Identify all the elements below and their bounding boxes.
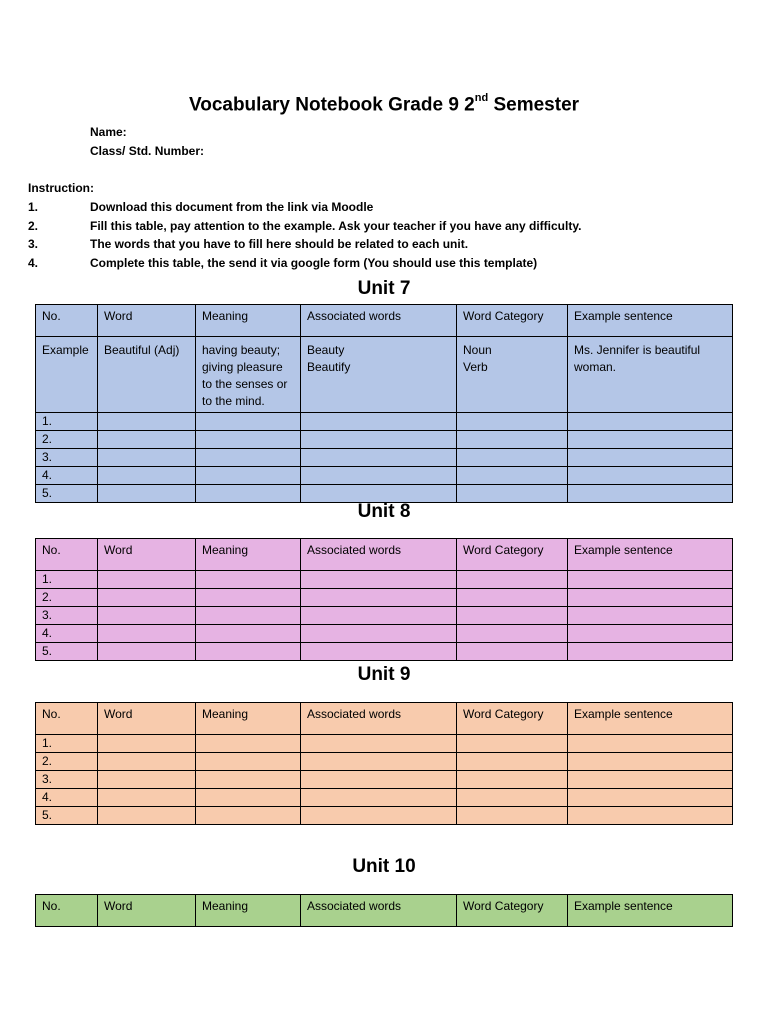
header-cell: Word xyxy=(98,305,196,337)
unit-9-table xyxy=(35,702,733,825)
empty-cell[interactable] xyxy=(196,753,301,771)
word-category: Verb xyxy=(463,360,488,374)
empty-cell[interactable] xyxy=(568,753,733,771)
row-number: 1. xyxy=(36,413,98,431)
table-header-row xyxy=(36,703,733,735)
header-cell: No. xyxy=(36,305,98,337)
word-category: Noun xyxy=(463,343,492,357)
header-cell: Associated words xyxy=(301,895,457,927)
table-row xyxy=(36,485,733,503)
empty-cell[interactable] xyxy=(568,625,733,643)
header-cell: Word xyxy=(98,895,196,927)
table-row xyxy=(36,643,733,661)
empty-cell[interactable] xyxy=(196,607,301,625)
table-header-row xyxy=(36,539,733,571)
example-sentence: Ms. Jennifer is beautiful woman. xyxy=(568,337,733,413)
row-number: 2. xyxy=(36,753,98,771)
header-cell: Meaning xyxy=(196,305,301,337)
instruction-number: 2. xyxy=(28,219,39,233)
empty-cell[interactable] xyxy=(457,771,568,789)
header-cell: Example sentence xyxy=(568,703,733,735)
unit-8-table xyxy=(35,538,733,661)
empty-cell[interactable] xyxy=(457,625,568,643)
row-number: 5. xyxy=(36,807,98,825)
empty-cell[interactable] xyxy=(98,467,196,485)
empty-cell[interactable] xyxy=(98,625,196,643)
empty-cell[interactable] xyxy=(457,449,568,467)
row-number: 1. xyxy=(36,571,98,589)
empty-cell[interactable] xyxy=(98,413,196,431)
example-associated xyxy=(301,337,457,413)
empty-cell[interactable] xyxy=(301,771,457,789)
empty-cell[interactable] xyxy=(568,467,733,485)
empty-cell[interactable] xyxy=(98,485,196,503)
empty-cell[interactable] xyxy=(98,807,196,825)
empty-cell[interactable] xyxy=(568,771,733,789)
header-cell: No. xyxy=(36,539,98,571)
empty-cell[interactable] xyxy=(98,735,196,753)
header-cell: Word xyxy=(98,539,196,571)
row-number: 3. xyxy=(36,449,98,467)
unit-10-table xyxy=(35,894,733,927)
empty-cell[interactable] xyxy=(301,753,457,771)
class-label: Class/ Std. Number: xyxy=(90,144,205,158)
empty-cell[interactable] xyxy=(457,431,568,449)
header-cell: Associated words xyxy=(301,703,457,735)
title-main: Vocabulary Notebook Grade 9 2 xyxy=(188,94,475,116)
row-number: 5. xyxy=(36,643,98,661)
empty-cell[interactable] xyxy=(98,431,196,449)
empty-cell[interactable] xyxy=(98,643,196,661)
table-row xyxy=(36,571,733,589)
empty-cell[interactable] xyxy=(568,643,733,661)
empty-cell[interactable] xyxy=(301,485,457,503)
associated-word: Beautify xyxy=(307,360,351,374)
header-cell: Associated words xyxy=(301,305,457,337)
empty-cell[interactable] xyxy=(568,607,733,625)
row-number: 4. xyxy=(36,789,98,807)
instruction-text: Fill this table, pay attention to the example. Ask your teacher if you have any difficulty. xyxy=(90,219,582,233)
empty-cell[interactable] xyxy=(568,449,733,467)
header-cell: Example sentence xyxy=(568,895,733,927)
instruction-text: The words that you have to fill here should be related to each unit. xyxy=(90,237,469,251)
row-number: 4. xyxy=(36,467,98,485)
empty-cell[interactable] xyxy=(301,625,457,643)
row-number: 1. xyxy=(36,735,98,753)
name-label: Name: xyxy=(90,125,127,139)
table-row xyxy=(36,771,733,789)
empty-cell[interactable] xyxy=(98,771,196,789)
table-row xyxy=(36,589,733,607)
empty-cell[interactable] xyxy=(568,431,733,449)
empty-cell[interactable] xyxy=(457,413,568,431)
header-cell: Meaning xyxy=(196,703,301,735)
empty-cell[interactable] xyxy=(301,807,457,825)
instruction-item xyxy=(28,237,748,251)
instruction-text: Complete this table, the send it via google form (You should use this template) xyxy=(90,256,538,270)
empty-cell[interactable] xyxy=(196,789,301,807)
empty-cell[interactable] xyxy=(196,771,301,789)
empty-cell[interactable] xyxy=(98,789,196,807)
table-row xyxy=(36,753,733,771)
empty-cell[interactable] xyxy=(301,413,457,431)
empty-cell[interactable] xyxy=(457,485,568,503)
header-cell: Meaning xyxy=(196,895,301,927)
example-word: Beautiful (Adj) xyxy=(98,337,196,413)
table-row xyxy=(36,467,733,485)
empty-cell[interactable] xyxy=(98,607,196,625)
empty-cell[interactable] xyxy=(98,571,196,589)
row-number: 2. xyxy=(36,589,98,607)
title-end: Semester xyxy=(488,94,580,116)
header-cell: No. xyxy=(36,703,98,735)
example-row xyxy=(36,337,733,413)
empty-cell[interactable] xyxy=(457,789,568,807)
instruction-item xyxy=(28,219,748,233)
example-label: Example xyxy=(36,337,98,413)
header-cell: Word Category xyxy=(457,305,568,337)
empty-cell[interactable] xyxy=(98,589,196,607)
instruction-label: Instruction: xyxy=(28,181,94,195)
instruction-number: 1. xyxy=(28,200,39,214)
empty-cell[interactable] xyxy=(568,571,733,589)
unit-heading: Unit 7 xyxy=(357,278,411,299)
example-category xyxy=(457,337,568,413)
empty-cell[interactable] xyxy=(568,735,733,753)
empty-cell[interactable] xyxy=(568,589,733,607)
empty-cell[interactable] xyxy=(196,735,301,753)
empty-cell[interactable] xyxy=(301,449,457,467)
header-cell: Meaning xyxy=(196,539,301,571)
empty-cell[interactable] xyxy=(568,485,733,503)
empty-cell[interactable] xyxy=(196,449,301,467)
empty-cell[interactable] xyxy=(196,589,301,607)
example-meaning: having beauty; giving pleasure to the senses or to the mind. xyxy=(196,337,301,413)
empty-cell[interactable] xyxy=(457,753,568,771)
header-cell: No. xyxy=(36,895,98,927)
empty-cell[interactable] xyxy=(301,467,457,485)
unit-heading: Unit 8 xyxy=(357,501,411,522)
row-number: 5. xyxy=(36,485,98,503)
table-header-row xyxy=(36,305,733,337)
empty-cell[interactable] xyxy=(196,431,301,449)
empty-cell[interactable] xyxy=(196,571,301,589)
empty-cell[interactable] xyxy=(457,735,568,753)
empty-cell[interactable] xyxy=(301,431,457,449)
empty-cell[interactable] xyxy=(457,643,568,661)
empty-cell[interactable] xyxy=(98,449,196,467)
empty-cell[interactable] xyxy=(568,789,733,807)
header-cell: Example sentence xyxy=(568,539,733,571)
empty-cell[interactable] xyxy=(301,589,457,607)
empty-cell[interactable] xyxy=(457,589,568,607)
empty-cell[interactable] xyxy=(568,807,733,825)
empty-cell[interactable] xyxy=(196,413,301,431)
instruction-number: 3. xyxy=(28,237,39,251)
unit-heading: Unit 9 xyxy=(357,664,411,685)
empty-cell[interactable] xyxy=(196,807,301,825)
table-row xyxy=(36,607,733,625)
table-row xyxy=(36,789,733,807)
row-number: 3. xyxy=(36,771,98,789)
table-row xyxy=(36,807,733,825)
row-number: 3. xyxy=(36,607,98,625)
document-title xyxy=(0,94,768,116)
title-superscript: nd xyxy=(474,92,489,104)
empty-cell[interactable] xyxy=(196,643,301,661)
table-row xyxy=(36,431,733,449)
header-cell: Word Category xyxy=(457,539,568,571)
table-row xyxy=(36,735,733,753)
header-cell: Word Category xyxy=(457,703,568,735)
instruction-number: 4. xyxy=(28,256,39,270)
associated-word: Beauty xyxy=(307,343,345,357)
instruction-text: Download this document from the link via Moodle xyxy=(90,200,374,214)
table-header-row xyxy=(36,895,733,927)
table-row xyxy=(36,413,733,431)
table-row xyxy=(36,625,733,643)
empty-cell[interactable] xyxy=(196,485,301,503)
empty-cell[interactable] xyxy=(301,571,457,589)
empty-cell[interactable] xyxy=(457,571,568,589)
header-cell: Example sentence xyxy=(568,305,733,337)
row-number: 2. xyxy=(36,431,98,449)
unit-heading: Unit 10 xyxy=(352,856,416,877)
empty-cell[interactable] xyxy=(457,467,568,485)
empty-cell[interactable] xyxy=(301,735,457,753)
header-cell: Word xyxy=(98,703,196,735)
empty-cell[interactable] xyxy=(457,807,568,825)
empty-cell[interactable] xyxy=(568,413,733,431)
empty-cell[interactable] xyxy=(196,625,301,643)
unit-7-table xyxy=(35,304,733,503)
empty-cell[interactable] xyxy=(98,753,196,771)
empty-cell[interactable] xyxy=(457,607,568,625)
header-cell: Associated words xyxy=(301,539,457,571)
table-row xyxy=(36,449,733,467)
empty-cell[interactable] xyxy=(301,643,457,661)
empty-cell[interactable] xyxy=(196,467,301,485)
instruction-item xyxy=(28,200,748,214)
header-cell: Word Category xyxy=(457,895,568,927)
instruction-item xyxy=(28,256,748,270)
empty-cell[interactable] xyxy=(301,789,457,807)
empty-cell[interactable] xyxy=(301,607,457,625)
row-number: 4. xyxy=(36,625,98,643)
